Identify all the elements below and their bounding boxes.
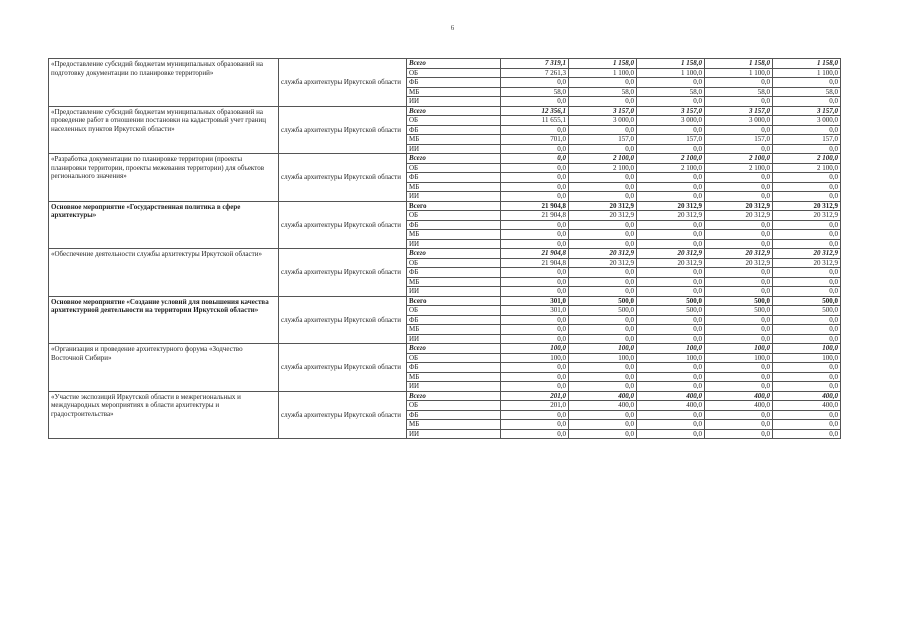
amount-cell: 0,0 xyxy=(637,315,705,325)
amount-cell: 0,0 xyxy=(569,78,637,88)
amount-cell: 0,0 xyxy=(569,268,637,278)
total-row xyxy=(49,201,841,211)
funding-source: МБ xyxy=(407,87,501,97)
amount-cell: 0,0 xyxy=(501,154,569,164)
amount-cell: 0,0 xyxy=(773,230,841,240)
total-row xyxy=(49,344,841,354)
amount-cell: 0,0 xyxy=(705,192,773,202)
amount-cell: 0,0 xyxy=(705,144,773,154)
amount-cell: 0,0 xyxy=(501,363,569,373)
executor: служба архитектуры Иркутской области xyxy=(279,106,407,154)
measure-name: «Обеспечение деятельности службы архитектуры Иркутской области» xyxy=(49,249,279,297)
funding-source: МБ xyxy=(407,230,501,240)
funding-source: Всего xyxy=(407,201,501,211)
amount-cell: 0,0 xyxy=(637,363,705,373)
amount-cell: 20 312,9 xyxy=(773,249,841,259)
executor: служба архитектуры Иркутской области xyxy=(279,59,407,107)
page-number: 6 xyxy=(450,24,455,32)
amount-cell: 500,0 xyxy=(569,296,637,306)
amount-cell: 500,0 xyxy=(637,306,705,316)
amount-cell: 0,0 xyxy=(705,239,773,249)
amount-cell: 0,0 xyxy=(705,429,773,439)
funding-source: Всего xyxy=(407,391,501,401)
measure-name: Основное мероприятие «Государственная политика в сфере архитектуры» xyxy=(49,201,279,249)
amount-cell: 0,0 xyxy=(569,334,637,344)
amount-cell: 0,0 xyxy=(637,78,705,88)
funding-source: ИИ xyxy=(407,97,501,107)
amount-cell: 0,0 xyxy=(773,334,841,344)
amount-cell: 2 100,0 xyxy=(569,154,637,164)
amount-cell: 100,0 xyxy=(501,353,569,363)
budget-table-body xyxy=(49,59,841,439)
amount-cell: 0,0 xyxy=(637,192,705,202)
funding-source: ФБ xyxy=(407,363,501,373)
amount-cell: 500,0 xyxy=(705,296,773,306)
funding-source: МБ xyxy=(407,182,501,192)
amount-cell: 0,0 xyxy=(773,268,841,278)
amount-cell: 0,0 xyxy=(773,429,841,439)
amount-cell: 0,0 xyxy=(637,268,705,278)
amount-cell: 0,0 xyxy=(637,429,705,439)
funding-source: ОБ xyxy=(407,211,501,221)
amount-cell: 0,0 xyxy=(637,125,705,135)
amount-cell: 0,0 xyxy=(501,173,569,183)
amount-cell: 0,0 xyxy=(637,410,705,420)
amount-cell: 701,0 xyxy=(501,135,569,145)
amount-cell: 0,0 xyxy=(501,429,569,439)
amount-cell: 2 100,0 xyxy=(569,163,637,173)
amount-cell: 20 312,9 xyxy=(637,258,705,268)
amount-cell: 0,0 xyxy=(705,325,773,335)
amount-cell: 301,0 xyxy=(501,296,569,306)
amount-cell: 1 100,0 xyxy=(637,68,705,78)
amount-cell: 0,0 xyxy=(569,420,637,430)
amount-cell: 0,0 xyxy=(773,363,841,373)
amount-cell: 0,0 xyxy=(569,144,637,154)
amount-cell: 0,0 xyxy=(569,315,637,325)
amount-cell: 0,0 xyxy=(501,220,569,230)
amount-cell: 0,0 xyxy=(705,382,773,392)
amount-cell: 20 312,9 xyxy=(705,258,773,268)
amount-cell: 100,0 xyxy=(705,344,773,354)
amount-cell: 0,0 xyxy=(569,192,637,202)
amount-cell: 0,0 xyxy=(569,277,637,287)
funding-source: Всего xyxy=(407,59,501,69)
measure-name: «Предоставление субсидий бюджетам муниципальных образований на подготовку документации по планировке территорий» xyxy=(49,59,279,107)
amount-cell: 0,0 xyxy=(637,144,705,154)
amount-cell: 7 319,1 xyxy=(501,59,569,69)
executor: служба архитектуры Иркутской области xyxy=(279,201,407,249)
amount-cell: 2 100,0 xyxy=(637,163,705,173)
amount-cell: 500,0 xyxy=(773,296,841,306)
amount-cell: 2 100,0 xyxy=(773,163,841,173)
amount-cell: 0,0 xyxy=(501,239,569,249)
amount-cell: 0,0 xyxy=(773,125,841,135)
funding-source: Всего xyxy=(407,344,501,354)
funding-source: МБ xyxy=(407,135,501,145)
executor: служба архитектуры Иркутской области xyxy=(279,344,407,392)
funding-source: ОБ xyxy=(407,353,501,363)
amount-cell: 100,0 xyxy=(637,344,705,354)
amount-cell: 58,0 xyxy=(773,87,841,97)
amount-cell: 0,0 xyxy=(705,287,773,297)
amount-cell: 0,0 xyxy=(705,230,773,240)
amount-cell: 3 157,0 xyxy=(705,106,773,116)
amount-cell: 0,0 xyxy=(705,277,773,287)
amount-cell: 0,0 xyxy=(705,410,773,420)
funding-source: ИИ xyxy=(407,429,501,439)
amount-cell: 0,0 xyxy=(569,410,637,420)
funding-source: МБ xyxy=(407,372,501,382)
amount-cell: 0,0 xyxy=(773,410,841,420)
measure-name: «Организация и проведение архитектурного форума «Зодчество Восточной Сибири» xyxy=(49,344,279,392)
amount-cell: 0,0 xyxy=(569,325,637,335)
amount-cell: 21 904,8 xyxy=(501,249,569,259)
amount-cell: 0,0 xyxy=(501,287,569,297)
amount-cell: 0,0 xyxy=(773,173,841,183)
amount-cell: 100,0 xyxy=(773,344,841,354)
funding-source: ИИ xyxy=(407,334,501,344)
amount-cell: 0,0 xyxy=(705,268,773,278)
amount-cell: 21 904,8 xyxy=(501,201,569,211)
amount-cell: 0,0 xyxy=(637,420,705,430)
funding-source: Всего xyxy=(407,106,501,116)
amount-cell: 3 157,0 xyxy=(637,106,705,116)
amount-cell: 58,0 xyxy=(637,87,705,97)
funding-source: ОБ xyxy=(407,68,501,78)
funding-source: Всего xyxy=(407,154,501,164)
amount-cell: 0,0 xyxy=(569,173,637,183)
amount-cell: 20 312,9 xyxy=(705,211,773,221)
amount-cell: 0,0 xyxy=(569,287,637,297)
amount-cell: 0,0 xyxy=(501,277,569,287)
amount-cell: 20 312,9 xyxy=(637,211,705,221)
amount-cell: 7 261,3 xyxy=(501,68,569,78)
amount-cell: 0,0 xyxy=(773,144,841,154)
amount-cell: 58,0 xyxy=(705,87,773,97)
amount-cell: 20 312,9 xyxy=(705,201,773,211)
amount-cell: 21 904,8 xyxy=(501,258,569,268)
amount-cell: 11 655,1 xyxy=(501,116,569,126)
amount-cell: 0,0 xyxy=(501,372,569,382)
amount-cell: 0,0 xyxy=(705,97,773,107)
amount-cell: 58,0 xyxy=(569,87,637,97)
funding-source: ИИ xyxy=(407,144,501,154)
funding-source: ФБ xyxy=(407,220,501,230)
funding-source: МБ xyxy=(407,325,501,335)
funding-source: МБ xyxy=(407,420,501,430)
amount-cell: 157,0 xyxy=(569,135,637,145)
total-row xyxy=(49,249,841,259)
amount-cell: 20 312,9 xyxy=(569,249,637,259)
funding-source: ФБ xyxy=(407,173,501,183)
funding-source: ФБ xyxy=(407,315,501,325)
amount-cell: 0,0 xyxy=(569,220,637,230)
amount-cell: 0,0 xyxy=(501,420,569,430)
amount-cell: 0,0 xyxy=(637,287,705,297)
amount-cell: 1 100,0 xyxy=(705,68,773,78)
amount-cell: 0,0 xyxy=(773,97,841,107)
amount-cell: 0,0 xyxy=(569,429,637,439)
amount-cell: 1 158,0 xyxy=(773,59,841,69)
executor: служба архитектуры Иркутской области xyxy=(279,154,407,202)
amount-cell: 2 100,0 xyxy=(637,154,705,164)
amount-cell: 500,0 xyxy=(637,296,705,306)
amount-cell: 0,0 xyxy=(501,382,569,392)
funding-source: ФБ xyxy=(407,125,501,135)
executor: служба архитектуры Иркутской области xyxy=(279,391,407,439)
amount-cell: 0,0 xyxy=(705,78,773,88)
amount-cell: 0,0 xyxy=(705,315,773,325)
funding-source: ИИ xyxy=(407,382,501,392)
amount-cell: 1 100,0 xyxy=(773,68,841,78)
amount-cell: 100,0 xyxy=(773,353,841,363)
amount-cell: 0,0 xyxy=(773,182,841,192)
amount-cell: 0,0 xyxy=(569,382,637,392)
amount-cell: 0,0 xyxy=(637,182,705,192)
amount-cell: 0,0 xyxy=(773,325,841,335)
amount-cell: 0,0 xyxy=(637,334,705,344)
funding-source: ИИ xyxy=(407,239,501,249)
amount-cell: 1 100,0 xyxy=(569,68,637,78)
amount-cell: 100,0 xyxy=(705,353,773,363)
amount-cell: 0,0 xyxy=(569,182,637,192)
amount-cell: 0,0 xyxy=(637,173,705,183)
measure-name: «Участие экспозиций Иркутской области в межрегиональных и международных мероприятиях в области архитектуры и градостроительства» xyxy=(49,391,279,439)
funding-source: Всего xyxy=(407,296,501,306)
amount-cell: 400,0 xyxy=(773,401,841,411)
amount-cell: 100,0 xyxy=(569,344,637,354)
amount-cell: 0,0 xyxy=(705,372,773,382)
amount-cell: 0,0 xyxy=(569,363,637,373)
funding-source: ОБ xyxy=(407,306,501,316)
amount-cell: 0,0 xyxy=(501,315,569,325)
amount-cell: 20 312,9 xyxy=(637,201,705,211)
funding-source: ОБ xyxy=(407,163,501,173)
amount-cell: 400,0 xyxy=(637,401,705,411)
amount-cell: 0,0 xyxy=(501,163,569,173)
funding-source: ФБ xyxy=(407,410,501,420)
amount-cell: 0,0 xyxy=(501,78,569,88)
amount-cell: 0,0 xyxy=(773,220,841,230)
amount-cell: 400,0 xyxy=(773,391,841,401)
amount-cell: 0,0 xyxy=(705,220,773,230)
funding-source: ОБ xyxy=(407,258,501,268)
amount-cell: 20 312,9 xyxy=(569,201,637,211)
amount-cell: 0,0 xyxy=(637,97,705,107)
amount-cell: 0,0 xyxy=(501,325,569,335)
funding-source: ФБ xyxy=(407,268,501,278)
amount-cell: 0,0 xyxy=(637,277,705,287)
amount-cell: 3 157,0 xyxy=(569,106,637,116)
amount-cell: 0,0 xyxy=(637,220,705,230)
total-row xyxy=(49,59,841,69)
amount-cell: 0,0 xyxy=(637,372,705,382)
amount-cell: 0,0 xyxy=(501,230,569,240)
amount-cell: 100,0 xyxy=(637,353,705,363)
amount-cell: 0,0 xyxy=(773,287,841,297)
amount-cell: 0,0 xyxy=(569,125,637,135)
amount-cell: 58,0 xyxy=(501,87,569,97)
amount-cell: 2 100,0 xyxy=(705,154,773,164)
executor: служба архитектуры Иркутской области xyxy=(279,249,407,297)
funding-source: ОБ xyxy=(407,116,501,126)
amount-cell: 157,0 xyxy=(773,135,841,145)
budget-table xyxy=(48,58,841,439)
amount-cell: 0,0 xyxy=(501,334,569,344)
amount-cell: 0,0 xyxy=(705,334,773,344)
amount-cell: 0,0 xyxy=(773,78,841,88)
funding-source: ФБ xyxy=(407,78,501,88)
funding-source: ОБ xyxy=(407,401,501,411)
amount-cell: 0,0 xyxy=(637,325,705,335)
funding-source: МБ xyxy=(407,277,501,287)
amount-cell: 0,0 xyxy=(569,230,637,240)
amount-cell: 20 312,9 xyxy=(773,201,841,211)
amount-cell: 0,0 xyxy=(773,277,841,287)
amount-cell: 0,0 xyxy=(637,382,705,392)
amount-cell: 1 158,0 xyxy=(569,59,637,69)
amount-cell: 0,0 xyxy=(569,97,637,107)
amount-cell: 100,0 xyxy=(501,344,569,354)
amount-cell: 500,0 xyxy=(705,306,773,316)
amount-cell: 157,0 xyxy=(705,135,773,145)
amount-cell: 0,0 xyxy=(773,192,841,202)
amount-cell: 0,0 xyxy=(705,125,773,135)
total-row xyxy=(49,391,841,401)
amount-cell: 400,0 xyxy=(637,391,705,401)
amount-cell: 0,0 xyxy=(773,372,841,382)
amount-cell: 0,0 xyxy=(501,192,569,202)
total-row xyxy=(49,106,841,116)
amount-cell: 400,0 xyxy=(569,391,637,401)
amount-cell: 20 312,9 xyxy=(637,249,705,259)
measure-name: «Предоставление субсидий бюджетам муниципальных образований на проведение работ в отношении постановки на кадастровый учет границ населенных пунктов Иркутской области» xyxy=(49,106,279,154)
amount-cell: 0,0 xyxy=(569,372,637,382)
funding-source: Всего xyxy=(407,249,501,259)
amount-cell: 20 312,9 xyxy=(569,211,637,221)
amount-cell: 0,0 xyxy=(705,420,773,430)
amount-cell: 1 158,0 xyxy=(637,59,705,69)
amount-cell: 20 312,9 xyxy=(773,258,841,268)
executor: служба архитектуры Иркутской области xyxy=(279,296,407,344)
amount-cell: 0,0 xyxy=(637,230,705,240)
amount-cell: 400,0 xyxy=(705,391,773,401)
amount-cell: 301,0 xyxy=(501,306,569,316)
amount-cell: 400,0 xyxy=(569,401,637,411)
amount-cell: 0,0 xyxy=(501,125,569,135)
funding-source: ИИ xyxy=(407,287,501,297)
amount-cell: 2 100,0 xyxy=(705,163,773,173)
amount-cell: 0,0 xyxy=(501,268,569,278)
amount-cell: 0,0 xyxy=(501,410,569,420)
amount-cell: 0,0 xyxy=(773,382,841,392)
amount-cell: 0,0 xyxy=(773,239,841,249)
funding-source: ИИ xyxy=(407,192,501,202)
amount-cell: 0,0 xyxy=(773,315,841,325)
amount-cell: 0,0 xyxy=(705,363,773,373)
amount-cell: 100,0 xyxy=(569,353,637,363)
amount-cell: 3 157,0 xyxy=(773,106,841,116)
amount-cell: 3 000,0 xyxy=(773,116,841,126)
amount-cell: 2 100,0 xyxy=(773,154,841,164)
amount-cell: 400,0 xyxy=(705,401,773,411)
amount-cell: 1 158,0 xyxy=(705,59,773,69)
amount-cell: 0,0 xyxy=(705,173,773,183)
measure-name: «Разработка документации по планировке территории (проекты планировки территории, проекты межевания территории) для объектов регионального значения» xyxy=(49,154,279,202)
amount-cell: 0,0 xyxy=(705,182,773,192)
amount-cell: 20 312,9 xyxy=(773,211,841,221)
total-row xyxy=(49,296,841,306)
amount-cell: 3 000,0 xyxy=(569,116,637,126)
amount-cell: 20 312,9 xyxy=(569,258,637,268)
total-row xyxy=(49,154,841,164)
amount-cell: 0,0 xyxy=(637,239,705,249)
measure-name: Основное мероприятие «Создание условий для повышения качества архитектурной деятельности на территории Иркутской области» xyxy=(49,296,279,344)
amount-cell: 157,0 xyxy=(637,135,705,145)
amount-cell: 0,0 xyxy=(569,239,637,249)
amount-cell: 201,0 xyxy=(501,401,569,411)
amount-cell: 3 000,0 xyxy=(705,116,773,126)
amount-cell: 0,0 xyxy=(501,182,569,192)
amount-cell: 12 356,1 xyxy=(501,106,569,116)
amount-cell: 0,0 xyxy=(773,420,841,430)
amount-cell: 0,0 xyxy=(501,97,569,107)
amount-cell: 500,0 xyxy=(569,306,637,316)
amount-cell: 201,0 xyxy=(501,391,569,401)
amount-cell: 21 904,8 xyxy=(501,211,569,221)
amount-cell: 3 000,0 xyxy=(637,116,705,126)
amount-cell: 0,0 xyxy=(501,144,569,154)
amount-cell: 20 312,9 xyxy=(705,249,773,259)
amount-cell: 500,0 xyxy=(773,306,841,316)
